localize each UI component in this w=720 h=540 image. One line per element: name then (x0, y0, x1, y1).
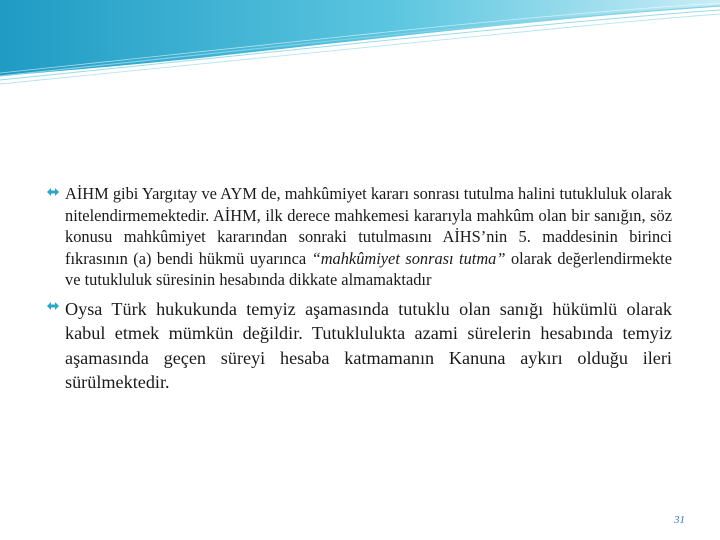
slide-content (46, 183, 672, 401)
bullet-1-text-end: olarak değerlendirmekte ve tutukluluk süresinin hesabında dikkate almamaktadır (65, 248, 673, 290)
page-number: 31 (674, 514, 685, 526)
bullet-1-quote: “mahkûmiyet sonrası tutma” (311, 248, 506, 268)
bullet-item-2 (46, 297, 672, 395)
diamond-arrow-icon (46, 186, 60, 198)
bullet-item-1 (46, 183, 672, 291)
bullet-2-text: Oysa Türk hukukunda temyiz aşamasında tutuklu olan sanığı hükümlü olarak kabul etmek mümkün değildir. Tutuklulukta azami sürelerin hesabında temyiz aşamasında geçen süreyi hesaba katmamanın Kanuna aykırı olduğu ileri sürülmektedir. (65, 298, 672, 393)
header-wave-decoration (0, 0, 720, 90)
bullet-1-text: AİHM gibi Yargıtay ve AYM de, mahkûmiyet kararı sonrası tutulma halini tutukluluk olarak nitelendirmemektedir. AİHM, ilk derece mahkemesi kararıyla mahkûm olan bir sanığın, söz konusu mahkûmiyet kararından sonraki tutulmasını AİHS’nin 5. maddesinin birinci fıkrasının (a) bendi hükmü uyarınca (65, 184, 672, 268)
diamond-arrow-icon (46, 300, 60, 312)
